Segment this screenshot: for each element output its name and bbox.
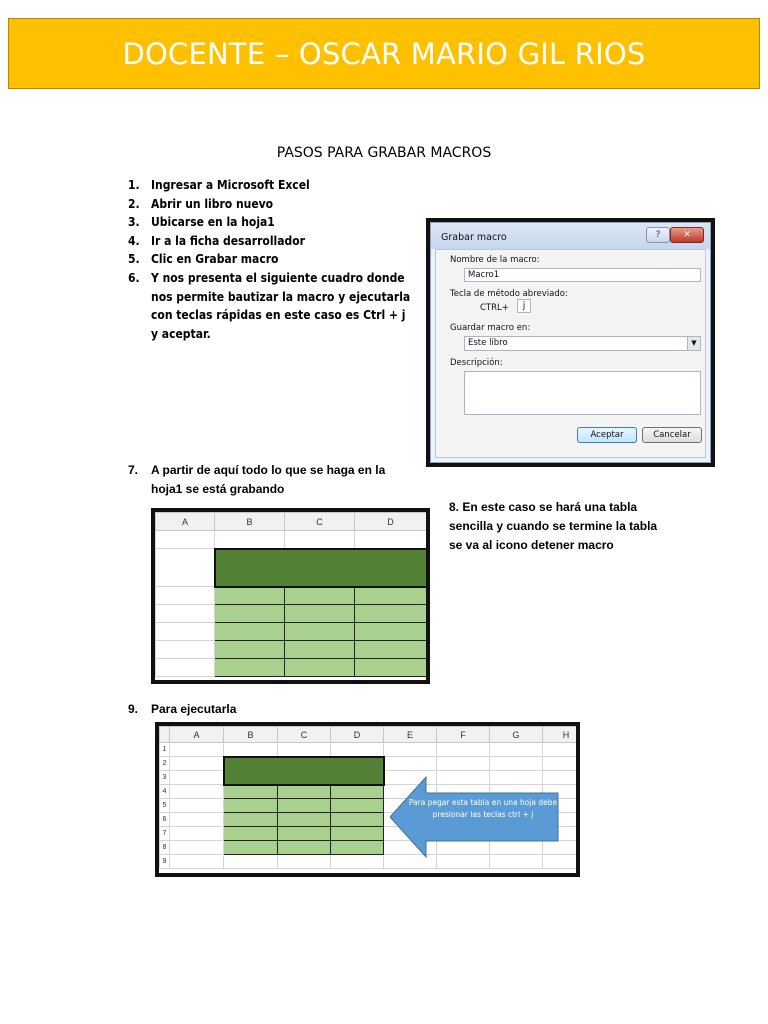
step-7 [128,461,413,499]
sheet-table [155,512,426,677]
accept-button[interactable]: Aceptar [577,427,637,443]
table-row [156,587,427,605]
step-text: Ingresar a Microsoft Excel [151,178,310,192]
record-macro-dialog [430,222,711,463]
step-number: 5. [128,252,140,267]
step-text: Abrir un libro nuevo [151,196,274,211]
table-row [156,549,427,587]
step-text: Ubicarse en la hoja1 [151,215,275,230]
list-item [128,269,413,343]
cell[interactable] [215,605,285,623]
header-banner [8,18,760,89]
shortcut-label: Tecla de método abreviado: [450,289,568,299]
step-8-text: 8. En este caso se hará una tabla sencilla y cuando se termine la tabla se va al icono detener macro [449,500,658,552]
cancel-button[interactable]: Cancelar [642,427,702,443]
steps-list [128,176,413,343]
store-macro-select[interactable] [464,336,701,351]
cell[interactable] [355,605,427,623]
cell[interactable] [490,757,543,771]
cell[interactable] [224,799,278,813]
step-text: Para ejecutarla [151,702,237,716]
cell[interactable] [224,785,278,799]
cell[interactable] [156,531,215,549]
cell[interactable] [355,659,427,677]
dialog-title: Grabar macro [441,232,507,243]
cell[interactable] [224,855,278,869]
cell[interactable] [278,743,331,757]
spreadsheet-1 [155,512,426,680]
list-item [128,213,413,232]
column-header: E [384,727,437,743]
table-row [156,605,427,623]
step-number: 6. [128,270,140,285]
row-header: 4 [160,785,170,799]
step-text: Ir a la ficha desarrollador [151,233,305,248]
column-header: H [543,727,577,743]
cell[interactable] [224,841,278,855]
cell[interactable] [331,855,384,869]
shortcut-key-input[interactable]: j [517,299,531,313]
column-header-row [156,513,427,531]
step-text: Clic en Grabar macro [151,252,279,267]
cell[interactable] [437,743,490,757]
cell[interactable] [331,827,384,841]
row-header: 6 [160,813,170,827]
row-header: 1 [160,743,170,757]
cell[interactable] [224,827,278,841]
store-macro-value: Este libro [468,338,508,348]
row-header: 8 [160,841,170,855]
column-header: B [215,513,285,531]
list-item [128,195,413,214]
cell[interactable] [170,785,224,799]
step-number: 3. [128,215,140,230]
cell[interactable] [331,743,384,757]
column-header: C [285,513,355,531]
description-textarea[interactable] [464,371,701,415]
cell[interactable] [285,623,355,641]
cell[interactable] [156,623,215,641]
list-item [128,232,413,251]
cell[interactable] [285,641,355,659]
list-item [128,176,413,195]
cell[interactable] [170,743,224,757]
cell[interactable] [278,841,331,855]
document-title: PASOS PARA GRABAR MACROS [276,145,492,161]
cell[interactable] [285,659,355,677]
store-macro-label: Guardar macro en: [450,323,531,333]
step-number: 2. [128,196,140,211]
step-9 [128,700,413,719]
ctrl-label: CTRL+ [480,303,509,313]
column-header-row [160,727,577,743]
cell[interactable] [331,799,384,813]
column-header: C [278,727,331,743]
cell[interactable] [331,785,384,799]
cell[interactable] [278,813,331,827]
cell[interactable] [331,841,384,855]
cell[interactable] [543,743,577,757]
cell[interactable] [215,587,285,605]
step-number: 4. [128,233,140,248]
table-row [160,757,577,771]
table-row [156,531,427,549]
table-row [156,641,427,659]
macro-name-input[interactable]: Macro1 [464,268,701,282]
cell[interactable] [437,757,490,771]
cell[interactable] [224,743,278,757]
column-header: A [170,727,224,743]
list-item [128,250,413,269]
column-header: D [355,513,427,531]
cell[interactable] [215,641,285,659]
row-header: 3 [160,771,170,785]
step-number: 7. [128,463,139,477]
cell[interactable] [490,743,543,757]
row-header: 9 [160,855,170,869]
cell[interactable] [170,799,224,813]
cell[interactable] [278,799,331,813]
cell[interactable] [215,531,285,549]
cell[interactable] [355,623,427,641]
callout-text: Para pegar esta tabla en una hoja debe presionar las teclas ctrl + j [408,798,558,819]
header-merged-cell[interactable] [215,549,427,587]
cell[interactable] [278,855,331,869]
cell[interactable] [355,641,427,659]
cell[interactable] [331,813,384,827]
cell[interactable] [170,771,224,785]
macro-name-label: Nombre de la macro: [450,255,540,265]
description-label: Descripción: [450,358,503,368]
dialog-titlebar [431,223,710,249]
cell[interactable] [156,605,215,623]
banner-title: DOCENTE – OSCAR MARIO GIL RIOS [122,36,646,71]
row-header: 7 [160,827,170,841]
cell[interactable] [285,605,355,623]
cell[interactable] [355,531,427,549]
column-header: F [437,727,490,743]
cell[interactable] [215,659,285,677]
cell[interactable] [170,813,224,827]
row-header: 5 [160,799,170,813]
cell[interactable] [170,757,224,771]
cell[interactable] [278,827,331,841]
column-header: G [490,727,543,743]
cell[interactable] [170,841,224,855]
cell[interactable] [543,757,577,771]
step-number: 1. [128,178,140,192]
cell[interactable] [285,587,355,605]
cell[interactable] [384,757,437,771]
column-header: D [331,727,384,743]
cell[interactable] [170,827,224,841]
cell[interactable] [156,641,215,659]
cell[interactable] [215,623,285,641]
corner-cell [160,727,170,743]
dialog-body [435,249,706,458]
column-header: B [224,727,278,743]
table-row [156,623,427,641]
cell[interactable] [278,785,331,799]
cell[interactable] [285,531,355,549]
table-row [156,659,427,677]
row-header: 2 [160,757,170,771]
help-button[interactable]: ? [646,227,670,243]
callout-arrow [390,775,570,859]
cell[interactable] [355,587,427,605]
step-text: Y nos presenta el siguiente cuadro donde nos permite bautizar la macro y ejecutarla con teclas rápidas en este caso es Ctrl + j y aceptar. [151,270,411,341]
step-text: A partir de aquí todo lo que se haga en la hoja1 se está grabando [151,463,386,496]
cell[interactable] [156,587,215,605]
cell[interactable] [156,549,215,587]
cell[interactable] [384,743,437,757]
column-header: A [156,513,215,531]
cell[interactable] [224,813,278,827]
dialog-screenshot [426,218,715,467]
cell[interactable] [156,659,215,677]
close-button[interactable]: ✕ [670,227,704,243]
table-row [160,743,577,757]
cell[interactable] [170,855,224,869]
header-merged-cell[interactable] [224,757,384,785]
step-number: 9. [128,702,139,716]
chevron-down-icon[interactable]: ▼ [687,337,700,350]
